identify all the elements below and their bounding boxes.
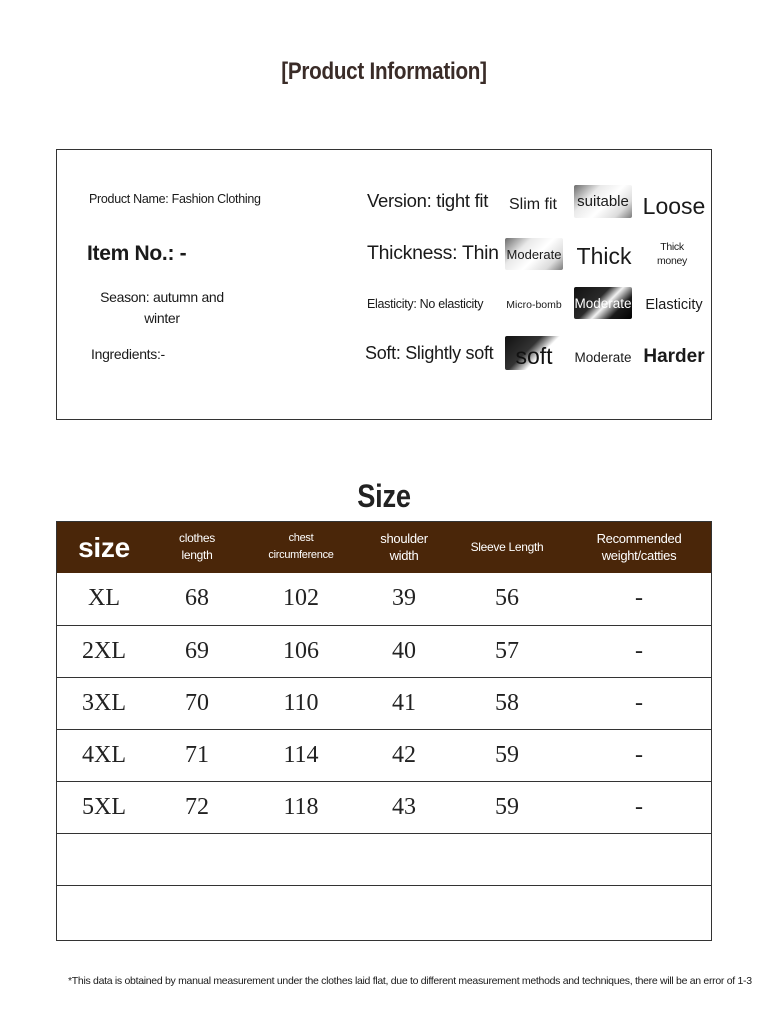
page-title: [Product Information] <box>281 58 487 85</box>
cell-weight: - <box>635 689 643 716</box>
cell-chest: 110 <box>283 689 319 716</box>
cell-sleeve: 56 <box>495 585 519 612</box>
table-row-empty <box>56 833 712 885</box>
cell-sleeve: 57 <box>495 637 519 664</box>
cell-length: 71 <box>185 741 209 768</box>
measurement-footnote: *This data is obtained by manual measurement under the clothes laid flat, due to different measurement methods and techniques, there will be an error of 1-3 <box>68 975 752 987</box>
header-shoulder-line-1: shoulder <box>380 531 428 546</box>
size-section-title: Size <box>357 478 411 514</box>
cell-chest: 106 <box>283 637 319 664</box>
thickness-option-thick: Thick <box>576 242 632 269</box>
soft-label: Soft: Slightly soft <box>365 343 494 363</box>
table-row <box>56 677 712 729</box>
cell-size: 2XL <box>82 637 126 664</box>
cell-length: 68 <box>185 585 209 612</box>
version-option-suitable: suitable <box>574 185 632 218</box>
header-shoulder-line-2: width <box>389 548 419 563</box>
item-number: Item No.: - <box>87 242 187 265</box>
soft-option-soft: soft <box>505 336 563 370</box>
header-clothes-length-line-2: length <box>181 548 213 562</box>
table-row-empty <box>56 885 712 937</box>
cell-length: 70 <box>185 689 209 716</box>
header-chest-line-1: chest <box>288 532 314 544</box>
thickness-option-thick-money <box>645 240 699 268</box>
elasticity-label: Elasticity: No elasticity <box>367 297 484 311</box>
season-line-2: winter <box>144 310 180 326</box>
cell-size: XL <box>88 585 120 612</box>
cell-shoulder: 43 <box>392 793 416 820</box>
cell-chest: 102 <box>283 585 319 612</box>
header-size: size <box>78 531 130 563</box>
header-recommended-weight <box>566 521 712 573</box>
ingredients: Ingredients:- <box>91 346 165 362</box>
cell-sleeve: 59 <box>495 793 519 820</box>
soft-option-harder: Harder <box>643 346 705 367</box>
thickness-label: Thickness: Thin <box>367 242 499 264</box>
elasticity-option-moderate: Moderate <box>574 287 632 319</box>
cell-chest: 114 <box>283 741 319 768</box>
cell-shoulder: 40 <box>392 637 416 664</box>
header-shoulder-width <box>360 521 448 573</box>
header-weight-line-2: weight/catties <box>601 548 677 563</box>
header-clothes-length <box>152 521 242 573</box>
cell-shoulder: 41 <box>392 689 416 716</box>
thick-money-line-2: money <box>656 255 687 267</box>
cell-length: 69 <box>185 637 209 664</box>
elasticity-option-micro-bomb: Micro-bomb <box>506 299 562 311</box>
product-info-box <box>56 149 712 420</box>
cell-weight: - <box>635 585 643 612</box>
cell-size: 3XL <box>82 689 126 716</box>
cell-sleeve: 59 <box>495 741 519 768</box>
size-table-header <box>56 521 712 573</box>
cell-sleeve: 58 <box>495 689 519 716</box>
version-option-slim-fit: Slim fit <box>509 196 557 213</box>
cell-size: 4XL <box>82 741 126 768</box>
table-row <box>56 781 712 833</box>
cell-weight: - <box>635 793 643 820</box>
size-table <box>56 521 712 937</box>
version-option-loose: Loose <box>642 192 706 219</box>
header-sleeve-length: Sleeve Length <box>470 539 544 554</box>
cell-weight: - <box>635 741 643 768</box>
table-row <box>56 625 712 677</box>
cell-length: 72 <box>185 793 209 820</box>
cell-size: 5XL <box>82 793 126 820</box>
thickness-option-moderate: Moderate <box>505 238 563 270</box>
cell-chest: 118 <box>283 793 319 820</box>
product-name: Product Name: Fashion Clothing <box>89 192 261 206</box>
version-label: Version: tight fit <box>367 190 489 211</box>
header-clothes-length-line-1: clothes <box>179 531 215 545</box>
header-weight-line-1: Recommended <box>596 531 682 546</box>
table-row <box>56 573 712 625</box>
cell-weight: - <box>635 637 643 664</box>
cell-shoulder: 42 <box>392 741 416 768</box>
soft-option-moderate: Moderate <box>574 349 632 365</box>
table-row <box>56 729 712 781</box>
thick-money-line-1: Thick <box>660 241 684 253</box>
cell-shoulder: 39 <box>392 585 416 612</box>
elasticity-option-elasticity: Elasticity <box>645 297 703 313</box>
header-chest-line-2: circumference <box>268 549 334 561</box>
header-chest-circumference <box>242 521 360 573</box>
season-line-1: Season: autumn and <box>100 289 224 305</box>
